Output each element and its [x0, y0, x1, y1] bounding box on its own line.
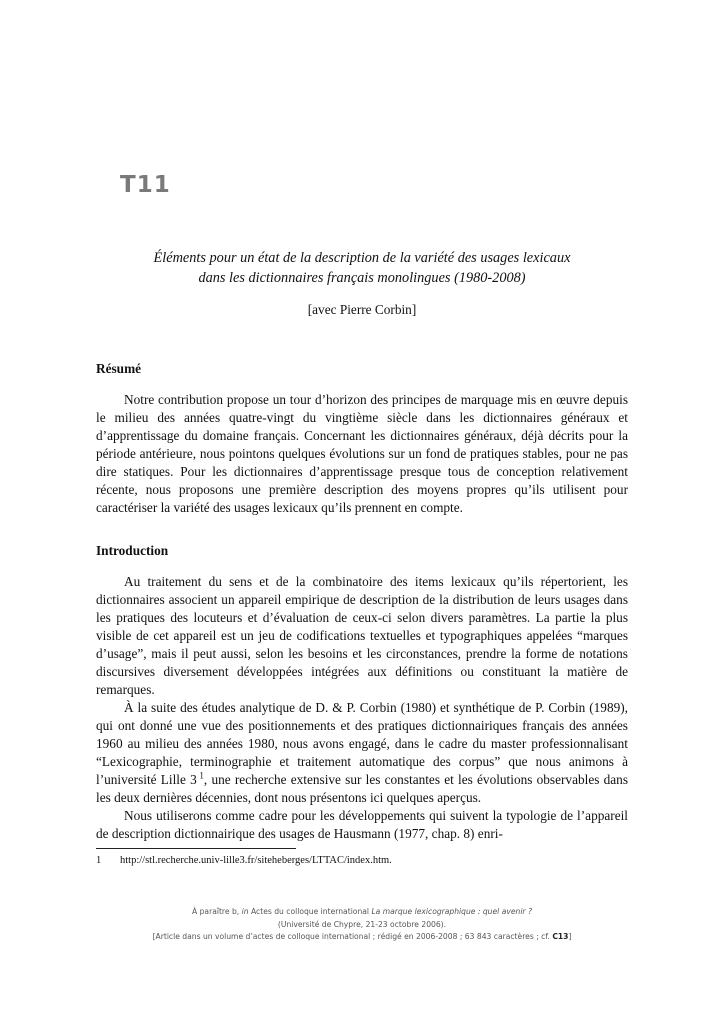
footnote-separator [96, 848, 296, 849]
resume-paragraph: Notre contribution propose un tour d’horizon des principes de marquage mis en œuvre depuis le milieu des années quatre-vingt du vingtième siècle dans les dictionnaires généraux et d’apprentissage du domaine français. Concernant les dictionnaires généraux, déjà décrits pour la période antérieure, nous pointons quelques évolutions sur un fond de pratiques stables, pour ne pas dire statiques. Pour les dictionnaires d’apprentissage presque tous de conception relativement récente, nous proposons une première description des moyens propres qu’ils utilisent pour caractériser la variété des usages lexicaux qu’ils prennent en compte. [96, 392, 628, 515]
publication-note-line-2: (Université de Chypre, 21-23 octobre 2006). [277, 919, 447, 929]
document-code: T11 [120, 172, 171, 198]
conference-title: La marque lexicographique : quel avenir ? [371, 907, 533, 916]
cross-reference-code: C13 [552, 932, 569, 941]
publication-note-in: in [241, 907, 249, 916]
article-title [96, 248, 628, 288]
publication-note-middle: Actes du colloque international [248, 907, 372, 916]
footnote-url[interactable]: http://stl.recherche.univ-lille3.fr/siteheberges/LTTAC/index.htm. [120, 855, 392, 866]
publication-note-prefix: À paraître b, [191, 907, 242, 916]
intro-paragraph-3: Nous utiliserons comme cadre pour les développements qui suivent la typologie de l’appareil de description dictionnairique des usages de Hausmann (1977, chap. 8) enri- [96, 808, 628, 841]
introduction-section [96, 573, 628, 843]
footnote [96, 855, 392, 866]
resume-section [96, 391, 628, 517]
resume-heading: Résumé [96, 361, 142, 376]
publication-note-details: [Article dans un volume d’actes de colloque international ; rédigé en 2006-2008 ; 63 843 caractères ; cf. [152, 932, 553, 941]
intro-paragraph-2-continuation: , une recherche extensive sur les constantes et les évolutions observables dans les deux dernières décennies, dont nous présentons ici quelques aperçus. [96, 772, 628, 805]
publication-note [96, 906, 628, 944]
coauthor-note: [avec Pierre Corbin] [307, 302, 417, 317]
article-title-line-1: Éléments pour un état de la description de la variété des usages lexicaux [153, 250, 571, 266]
intro-paragraph-1: Au traitement du sens et de la combinatoire des items lexicaux qu’ils répertorient, les dictionnaires associent un appareil empirique de description de la distribution de leurs usages dans les pratiques des locuteurs et d’évaluation de ceux-ci selon divers paramètres. La partie la plus visible de cet appareil est un jeu de codifications textuelles et typographiques appelées “marques d’usage”, mais il peut aussi, selon les besoins et les circonstances, prendre la forme de notations discursives diversement développées intégrées aux définitions ou constituant la matière de remarques. [96, 574, 628, 697]
publication-note-line-3 [96, 931, 628, 944]
publication-note-closing: ] [568, 932, 572, 941]
intro-paragraph-2-text: À la suite des études analytique de D. & P. Corbin (1980) et synthétique de P. Corbin (1989), qui ont donné une vue des positionnements et des pratiques dictionnairiques français des années 1960 au milieu des années 1980, nous avons engagé, dans le cadre du master professionnalisant “Lexicographie, terminographie et traitement automatique des corpus” que nous animons à l’université Lille 3 [96, 700, 628, 787]
footnote-reference[interactable]: 1 [199, 770, 204, 781]
introduction-heading: Introduction [96, 543, 169, 558]
intro-paragraph-2 [96, 699, 628, 807]
publication-note-line-1 [96, 906, 628, 919]
article-title-line-2: dans les dictionnaires français monolingues (1980-2008) [198, 270, 526, 286]
footnote-number: 1 [96, 855, 102, 866]
